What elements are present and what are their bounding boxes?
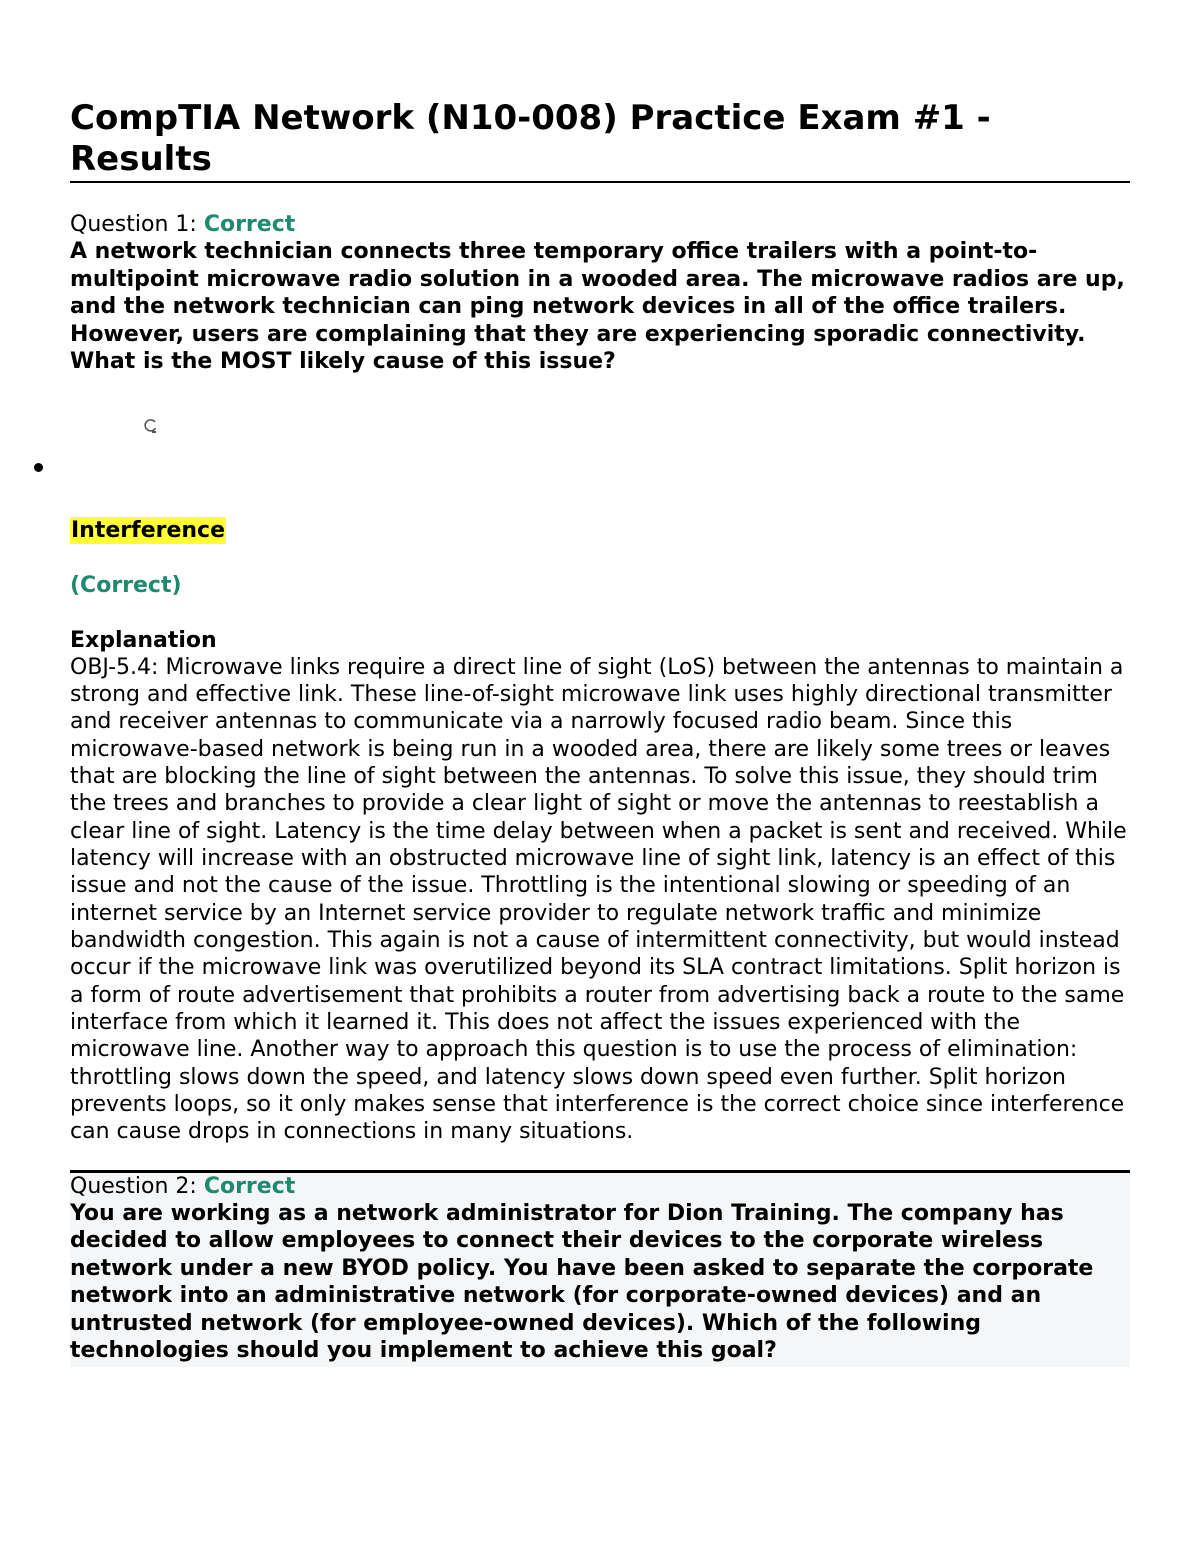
answer-option-row xyxy=(70,376,1130,476)
question-2-status: Correct xyxy=(203,1173,296,1199)
page-title: CompTIA Network (N10-008) Practice Exam #1 - Results xyxy=(70,0,1130,183)
question-1-header xyxy=(70,211,1130,238)
explanation-text: OBJ-5.4: Microwave links require a direct line of sight (LoS) between the antennas to maintain a strong and effective link. These line-of-sight microwave link uses highly directional transmitter and receiver antennas to communicate via a narrowly focused radio beam. Since this microwave-based network is being run in a wooded area, there are likely some trees or leaves that are blocking the line of sight between the antennas. To solve this issue, they should trim the trees and branches to provide a clear light of sight or move the antennas to reestablish a clear line of sight. Latency is the time delay between when a packet is sent and received. While latency will increase with an obstructed microwave line of sight link, latency is an effect of this issue and not the cause of the issue. Throttling is the intentional slowing or speeding of an internet service by an Internet service provider to regulate network traffic and minimize bandwidth congestion. This again is not a cause of intermittent connectivity, but would instead occur if the microwave link was overutilized beyond its SLA contract limitations. Split horizon is a form of route advertisement that prohibits a router from advertising back a route to the same interface from which it learned it. This does not affect the issues experienced with the microwave line. Another way to approach this question is to use the process of elimination: throttling slows down the speed, and latency slows down speed even further. Split horizon prevents loops, so it only makes sense that interference is the correct choice since interference can cause drops in connections in many situations. xyxy=(70,654,1127,1145)
question-1-text: A network technician connects three temporary office trailers with a point-to-multipoint microwave radio solution in a wooded area. The microwave radios are up, and the network technician can ping network devices in all of the office trailers. However, users are complaining that they are experiencing sporadic connectivity. What is the MOST likely cause of this issue? xyxy=(70,239,1125,374)
question-1-label: Question 1: xyxy=(70,212,197,237)
explanation-heading: Explanation xyxy=(70,627,217,653)
question-2-text: You are working as a network administrator for Dion Training. The company has decided to allow employees to connect their devices to the corporate wireless network under a new BYOD policy. You have been asked to separate the corporate network into an administrative network (for corporate-owned devices) and an untrusted network (for employee-owned devices). Which of the following technologies should you implement to achieve this goal? xyxy=(70,1200,1094,1364)
question-2 xyxy=(70,1173,1130,1367)
question-1 xyxy=(70,211,1130,1146)
question-1-status: Correct xyxy=(203,212,296,237)
results-page xyxy=(70,0,1130,1367)
bullet-icon xyxy=(34,463,43,472)
question-2-label: Question 2: xyxy=(70,1173,197,1199)
selected-answer: Interference xyxy=(71,517,226,543)
question-2-header xyxy=(70,1173,1130,1200)
spinner-icon xyxy=(144,418,158,434)
answer-status: (Correct) xyxy=(70,572,182,598)
